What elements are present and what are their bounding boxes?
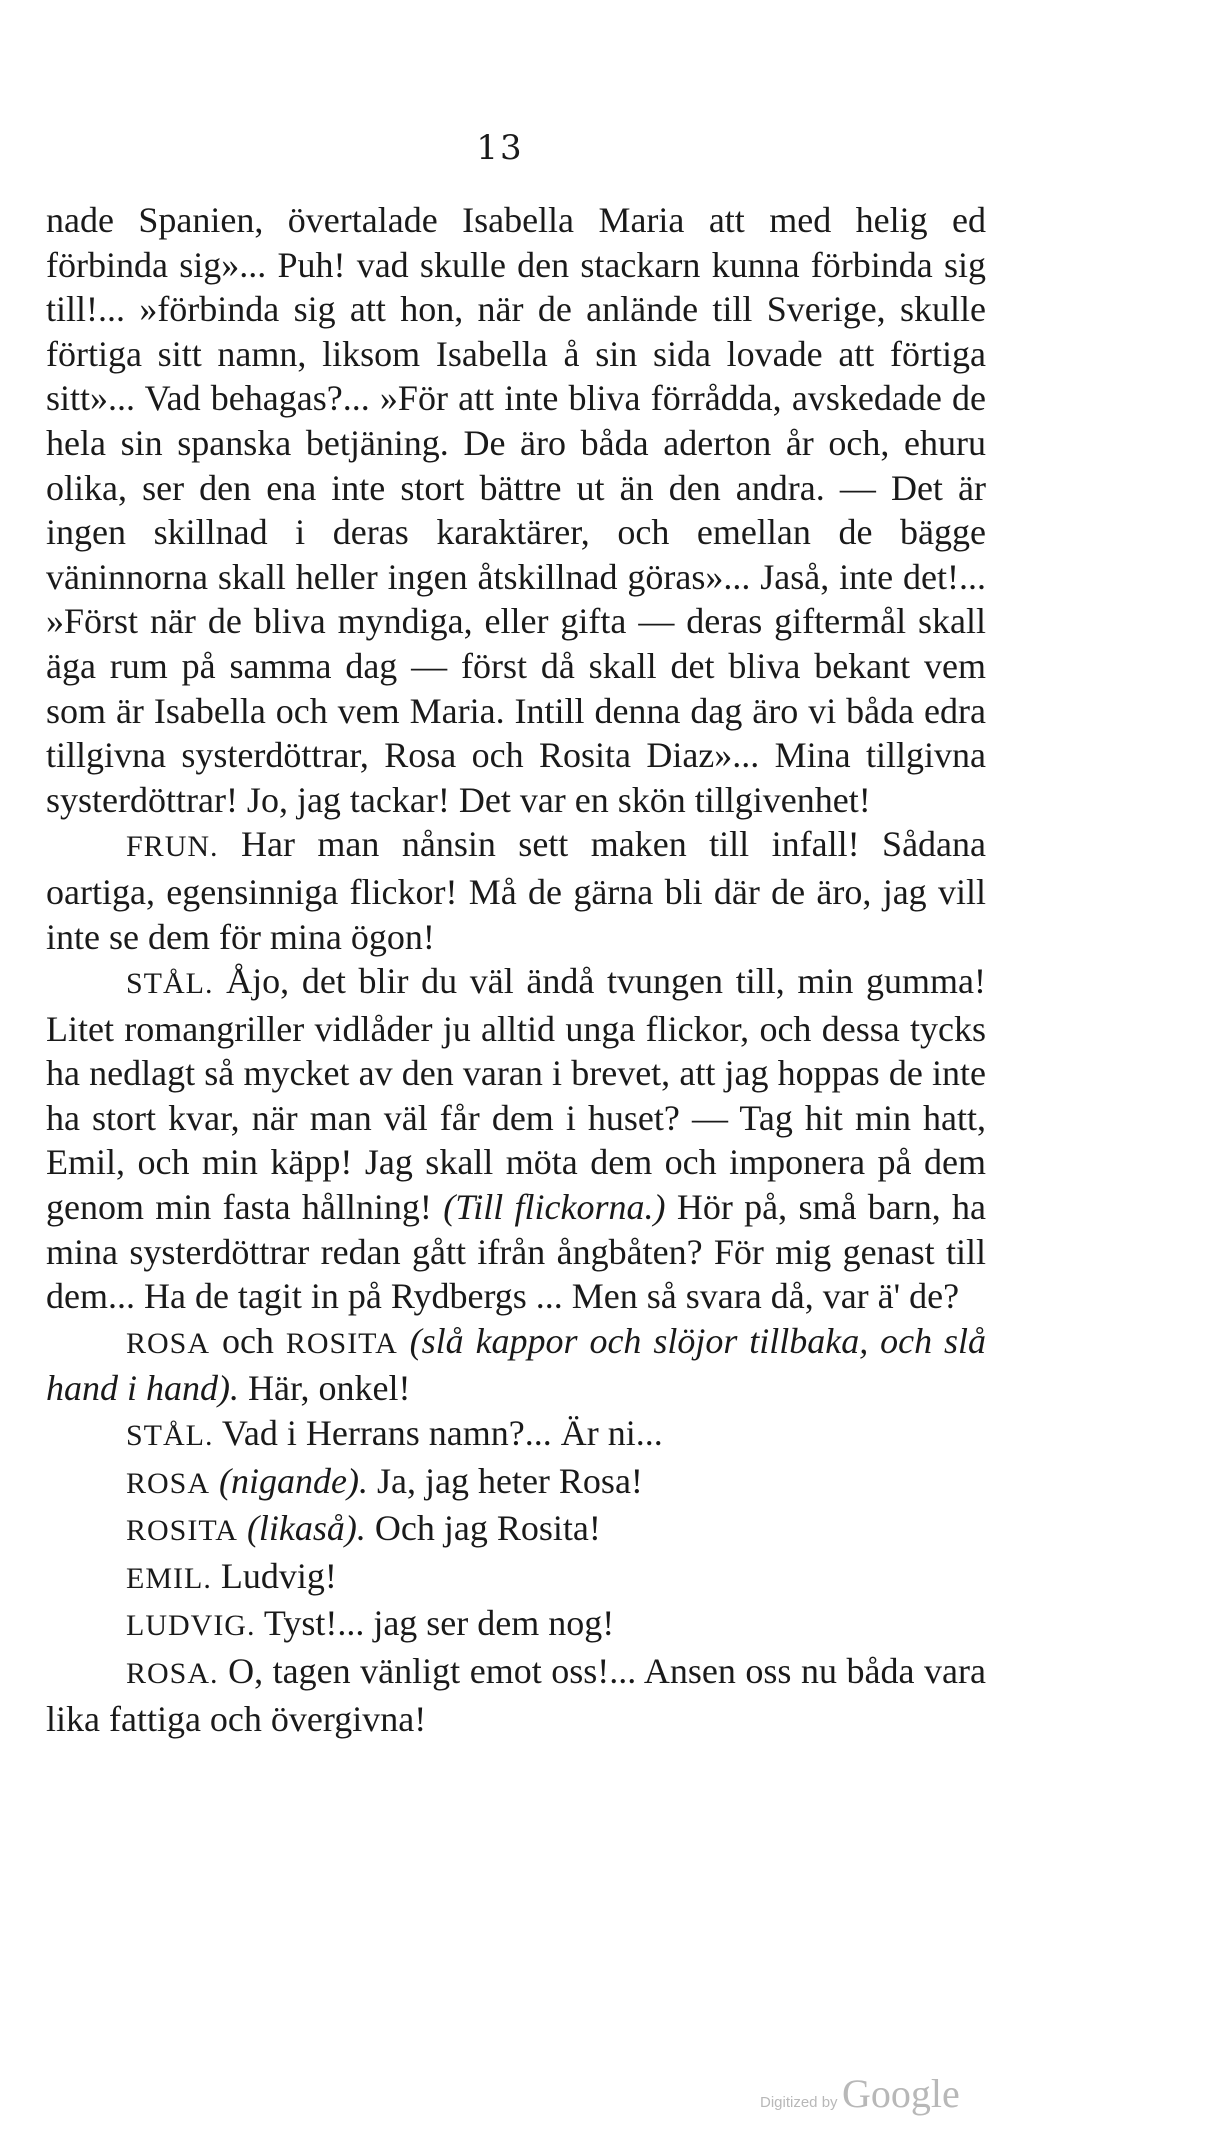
speech-text: Här, onkel! [248, 1368, 411, 1409]
speaker-name: LUDVIG. [126, 1609, 256, 1643]
speech-text: Har man nånsin sett maken till infall! Sådana oartiga, egensinniga flickor! Må de gärna bli där de äro, jag vill inte se dem för mina ögon! [46, 824, 987, 957]
speaker-name: EMIL. [126, 1561, 212, 1595]
speech-text: Hör på, små barn, ha mina systerdöttrar redan gått ifrån ångbåten? För mig genast till dem... Ha de tagit in på Rydbergs ... Men så svara då, var ä' de? [46, 1187, 987, 1317]
speech-text: Ludvig! [220, 1555, 337, 1596]
stage-direction: (slå kappor och slöjor tillbaka, och slå hand i hand). [46, 1320, 987, 1409]
letter-reading-paragraph: nade Spanien, övertalade Isabella Maria att med helig ed förbinda sig»... Puh! vad skulle den stackarn kunna förbinda sig till!... »förbinda sig att hon, när de anlände till Sverige, skulle förtiga sitt namn, liksom Isabella å sin sida lovade att förtiga sitt»... Vad behagas?... »För att inte bliva förrådda, avskedade de hela sin spanska betjäning. De äro båda aderton år och, ehuru olika, ser den ena inte stort bättre ut än den andra. — Det är ingen skillnad i deras karaktärer, och emellan de bägge väninnorna skall heller ingen åtskillnad göras»... Jaså, inte det!... »Först när de bliva myndiga, eller gifta — deras giftermål skall äga rum på samma dag — först då skall det bliva bekant vem som är Isabella och vem Maria. Intill denna dag äro vi båda edra tillgivna systerdöttrar, Rosa och Rosita Diaz»... Mina tillgivna systerdöttrar! Jo, jag tackar! Det var en skön tillgivenhet! [46, 200, 986, 820]
speech-text: Vad i Herrans namn?... Är ni... [221, 1413, 663, 1454]
dialogue-line [46, 1506, 986, 1554]
speaker-name: FRUN. [126, 830, 219, 864]
conjunction: och [221, 1320, 274, 1361]
dialogue-line [46, 1649, 986, 1741]
speaker-name: STÅL. [126, 967, 214, 1001]
dialogue-line [46, 959, 986, 1319]
google-logo: Google [842, 2071, 960, 2116]
body-text [46, 198, 986, 1741]
digitized-watermark [760, 2070, 960, 2117]
speech-text: Och jag Rosita! [374, 1508, 601, 1549]
dialogue-line [46, 1554, 986, 1602]
dialogue-line [46, 1411, 986, 1459]
stage-direction: (likaså). [246, 1508, 366, 1549]
watermark-prefix: Digitized by [760, 2094, 838, 2111]
page-number: 13 [476, 128, 524, 168]
speaker-name: ROSA. [126, 1657, 219, 1690]
dialogue-line [46, 1601, 986, 1649]
speaker-name: ROSA [126, 1466, 211, 1500]
speaker-name: ROSITA [285, 1326, 398, 1360]
speech-text: Tyst!... jag ser dem nog! [263, 1603, 615, 1644]
speaker-name: ROSITA [126, 1514, 238, 1548]
speaker-name: ROSA [126, 1326, 211, 1360]
speech-text: O, tagen vänligt emot oss!... Ansen oss nu båda vara lika fattiga och övergivna! [46, 1651, 986, 1739]
stage-direction: (Till flickorna.) [443, 1187, 666, 1228]
stage-direction: (nigande). [219, 1460, 368, 1501]
dialogue-line [46, 1319, 986, 1411]
dialogue-line [46, 1459, 986, 1507]
speech-text: Åjo, det blir du väl ändå tvungen till, min gumma! Litet romangriller vidlåder ju alltid unga flickor, och dessa tycks ha nedlagt så mycket av den varan i brevet, att jag hoppas de inte ha stort kvar, när man väl får dem i huset? — Tag hit min hatt, Emil, och min käpp! Jag skall möta dem och imponera på dem genom min fasta hållning! [46, 961, 987, 1228]
speech-text: Ja, jag heter Rosa! [377, 1460, 643, 1501]
dialogue-line [46, 822, 986, 959]
speaker-name: STÅL. [126, 1419, 214, 1453]
